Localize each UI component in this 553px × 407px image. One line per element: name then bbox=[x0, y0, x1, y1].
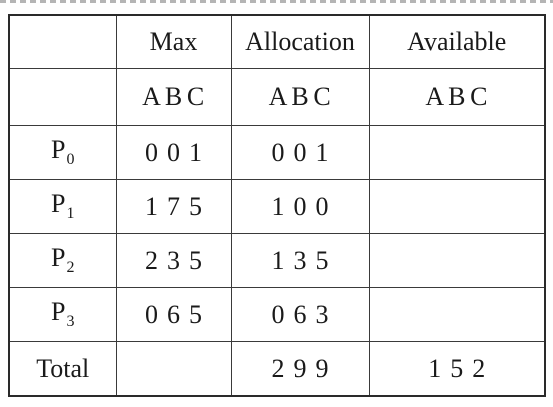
max-resource-labels bbox=[116, 69, 231, 126]
max-values: 1 7 5 bbox=[116, 180, 231, 234]
resource-label: A bbox=[425, 82, 445, 111]
max-values: 2 3 5 bbox=[116, 234, 231, 288]
allocation-values: 0 6 3 bbox=[231, 288, 369, 342]
available-total-values: 1 5 2 bbox=[369, 342, 545, 397]
available-empty-cell bbox=[369, 126, 545, 180]
resource-label: A bbox=[142, 82, 161, 111]
process-label: $P_0$ bbox=[9, 126, 116, 180]
resource-label: C bbox=[313, 82, 331, 111]
resource-label: B bbox=[164, 82, 183, 111]
process-label: $P_2$ bbox=[9, 234, 116, 288]
allocation-resource-labels bbox=[231, 69, 369, 126]
available-resource-labels bbox=[369, 69, 545, 126]
resource-label-row bbox=[9, 69, 545, 126]
max-values: 0 6 5 bbox=[116, 288, 231, 342]
total-label: Total bbox=[9, 342, 116, 397]
process-row-p0 bbox=[9, 126, 545, 180]
allocation-values: 1 0 0 bbox=[231, 180, 369, 234]
max-header: Max bbox=[116, 15, 231, 69]
allocation-values: 0 0 1 bbox=[231, 126, 369, 180]
process-row-p1 bbox=[9, 180, 545, 234]
resource-label: B bbox=[448, 82, 466, 111]
top-border-line bbox=[0, 0, 553, 3]
corner-cell bbox=[9, 69, 116, 126]
max-total-empty-cell bbox=[116, 342, 231, 397]
available-header: Available bbox=[369, 15, 545, 69]
resource-label: A bbox=[268, 82, 288, 111]
process-label: $P_1$ bbox=[9, 180, 116, 234]
available-empty-cell bbox=[369, 234, 545, 288]
process-label: $P_3$ bbox=[9, 288, 116, 342]
allocation-header: Allocation bbox=[231, 15, 369, 69]
resource-allocation-table bbox=[8, 14, 546, 397]
resource-label: B bbox=[291, 82, 309, 111]
corner-cell bbox=[9, 15, 116, 69]
process-row-p3 bbox=[9, 288, 545, 342]
resource-label: C bbox=[470, 82, 488, 111]
allocation-total-values: 2 9 9 bbox=[231, 342, 369, 397]
resource-label: C bbox=[186, 82, 205, 111]
available-empty-cell bbox=[369, 288, 545, 342]
process-row-p2 bbox=[9, 234, 545, 288]
max-values: 0 0 1 bbox=[116, 126, 231, 180]
total-row bbox=[9, 342, 545, 397]
available-empty-cell bbox=[369, 180, 545, 234]
allocation-values: 1 3 5 bbox=[231, 234, 369, 288]
header-row bbox=[9, 15, 545, 69]
